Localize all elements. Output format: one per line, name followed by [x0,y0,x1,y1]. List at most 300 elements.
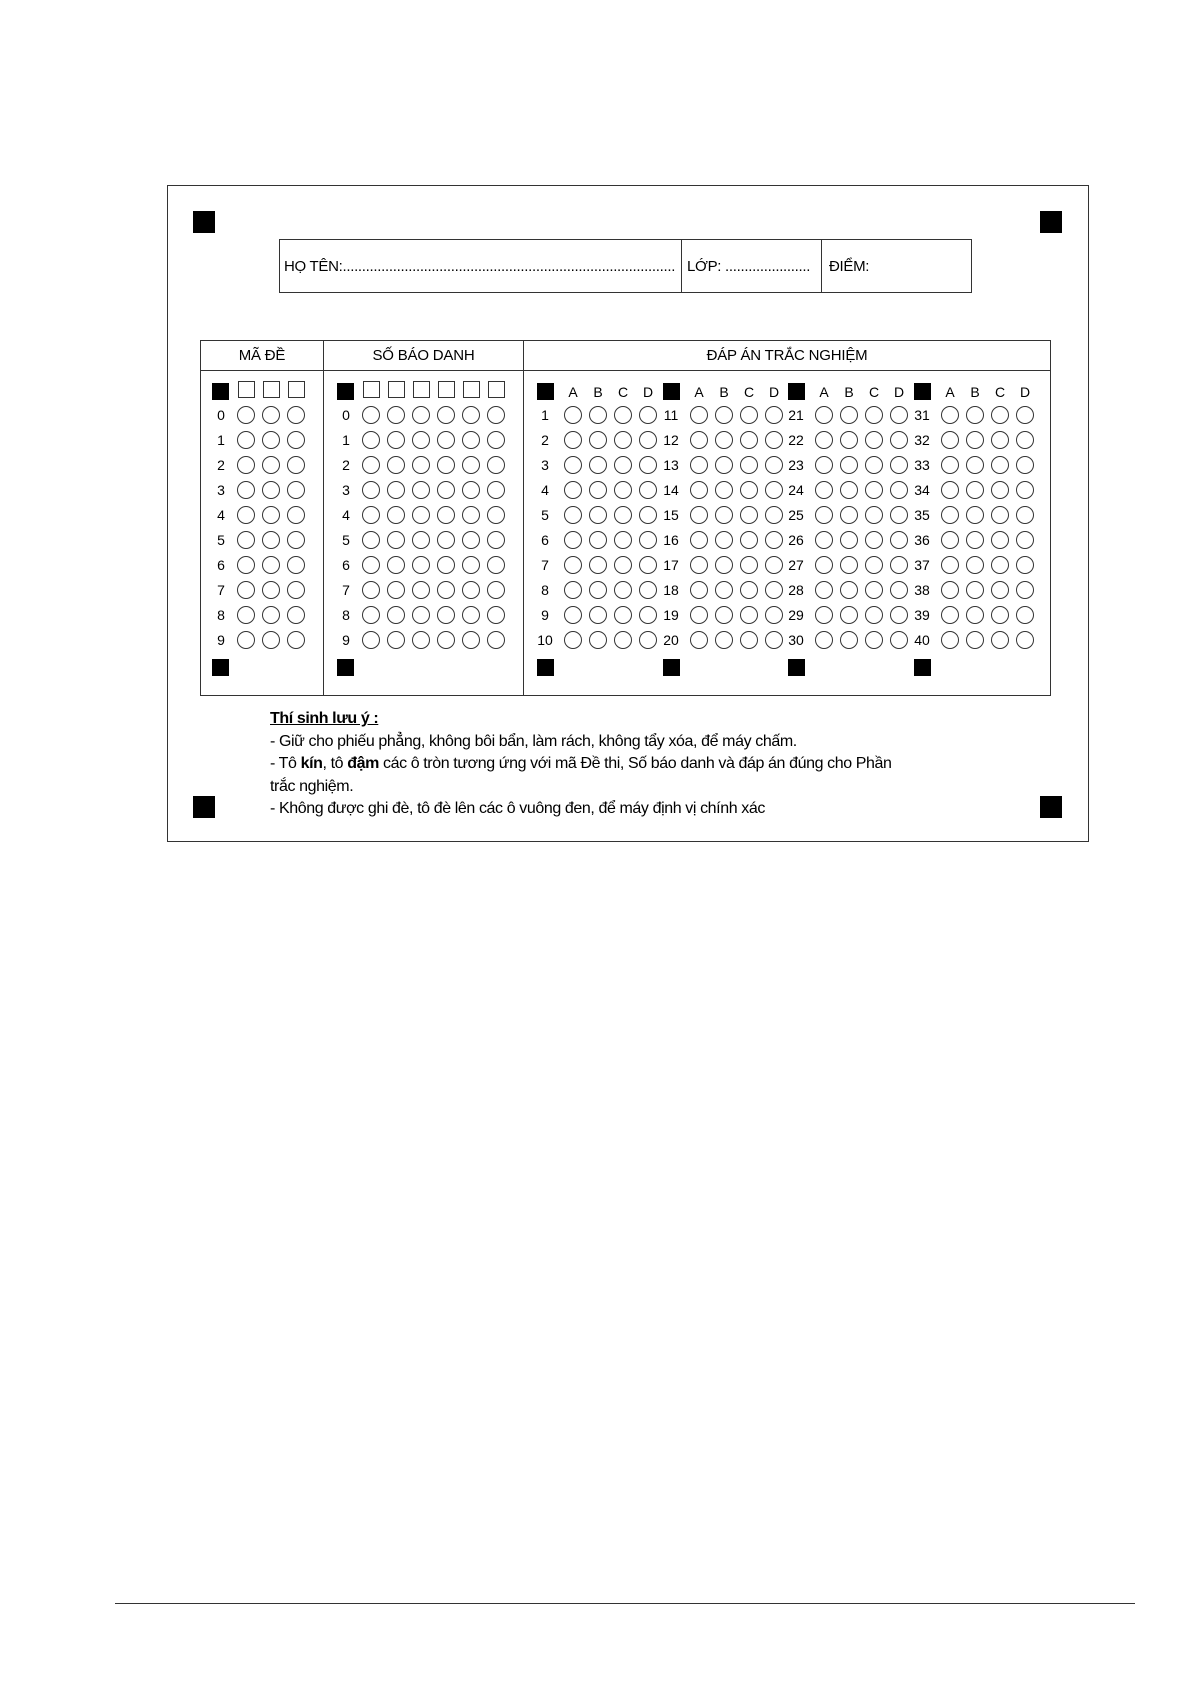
answer-bubble[interactable] [991,556,1009,574]
ma-de-bubble[interactable] [262,481,280,499]
answer-bubble[interactable] [765,481,783,499]
so-bao-danh-bubble[interactable] [462,581,480,599]
so-bao-danh-bubble[interactable] [387,506,405,524]
answer-bubble[interactable] [740,506,758,524]
so-bao-danh-bubble[interactable] [487,481,505,499]
ma-de-code-box[interactable] [288,381,305,398]
answer-bubble[interactable] [614,406,632,424]
so-bao-danh-bubble[interactable] [462,406,480,424]
question-number: 34 [914,482,930,498]
answer-bubble[interactable] [639,556,657,574]
so-bao-danh-bubble[interactable] [362,406,380,424]
answer-bubble[interactable] [589,606,607,624]
question-number: 17 [663,557,679,573]
so-bao-danh-bottom-marker [337,659,354,676]
answer-bubble[interactable] [966,431,984,449]
answer-option-header: B [844,384,854,400]
answer-bubble[interactable] [865,556,883,574]
ma-de-code-box[interactable] [263,381,280,398]
so-bao-danh-bubble[interactable] [487,631,505,649]
answer-option-header: B [593,384,603,400]
question-number: 26 [788,532,804,548]
so-bao-danh-bubble[interactable] [362,606,380,624]
so-bao-danh-bubble[interactable] [362,506,380,524]
answer-bubble[interactable] [890,606,908,624]
so-bao-danh-bubble[interactable] [487,506,505,524]
question-number: 35 [914,507,930,523]
so-bao-danh-bubble[interactable] [462,431,480,449]
answer-bubble[interactable] [890,456,908,474]
so-bao-danh-bubble[interactable] [412,406,430,424]
question-number: 27 [788,557,804,573]
instruction-line-4: - Không được ghi đè, tô đè lên các ô vuông đen, để máy định vị chính xác [270,800,765,817]
answer-bubble[interactable] [966,556,984,574]
corner-marker-bottom-left [193,796,215,818]
answer-bubble[interactable] [865,606,883,624]
answer-bubble[interactable] [715,431,733,449]
so-bao-danh-bubble[interactable] [462,506,480,524]
answer-bubble[interactable] [941,481,959,499]
ma-de-bubble[interactable] [237,431,255,449]
answer-bubble[interactable] [966,406,984,424]
so-bao-danh-bubble[interactable] [387,606,405,624]
answer-bubble[interactable] [1016,431,1034,449]
so-bao-danh-bubble[interactable] [412,581,430,599]
answer-bubble[interactable] [941,606,959,624]
answer-bubble[interactable] [765,631,783,649]
so-bao-danh-bubble[interactable] [437,431,455,449]
so-bao-danh-bubble[interactable] [462,631,480,649]
answer-bubble[interactable] [991,456,1009,474]
answer-bubble[interactable] [890,431,908,449]
answer-bubble[interactable] [740,606,758,624]
answer-bubble[interactable] [715,531,733,549]
answer-bubble[interactable] [690,581,708,599]
answer-option-header: C [743,384,755,400]
ma-de-bubble[interactable] [262,406,280,424]
answer-bubble[interactable] [639,456,657,474]
answer-bubble[interactable] [715,456,733,474]
answer-bubble[interactable] [840,606,858,624]
so-bao-danh-bubble[interactable] [387,581,405,599]
ma-de-bubble[interactable] [287,506,305,524]
corner-marker-bottom-right [1040,796,1062,818]
answer-bubble[interactable] [765,456,783,474]
answer-bubble[interactable] [740,581,758,599]
answer-bubble[interactable] [614,456,632,474]
answer-bubble[interactable] [614,531,632,549]
answer-bubble[interactable] [1016,456,1034,474]
answer-bubble[interactable] [765,606,783,624]
ma-de-bubble[interactable] [287,406,305,424]
answer-bubble[interactable] [941,531,959,549]
answer-bubble[interactable] [614,506,632,524]
ma-de-bubble[interactable] [237,456,255,474]
answer-bubble[interactable] [890,481,908,499]
answer-bubble[interactable] [941,431,959,449]
answer-bubble[interactable] [991,631,1009,649]
answer-bubble[interactable] [564,456,582,474]
answer-option-header: D [1019,384,1031,400]
so-bao-danh-bubble[interactable] [387,481,405,499]
question-number: 3 [541,457,549,473]
answer-bubble[interactable] [865,406,883,424]
question-number: 6 [541,532,549,548]
answer-bubble[interactable] [715,481,733,499]
answer-bubble[interactable] [690,531,708,549]
answer-bubble[interactable] [614,581,632,599]
score-field[interactable] [821,240,971,292]
answer-bubble[interactable] [564,406,582,424]
ma-de-bubble[interactable] [287,556,305,574]
answer-bubble[interactable] [589,481,607,499]
answer-bubble[interactable] [815,431,833,449]
ma-de-bubble[interactable] [262,531,280,549]
ma-de-bubble[interactable] [287,631,305,649]
answer-bubble[interactable] [564,481,582,499]
answer-bubble[interactable] [1016,606,1034,624]
answer-bubble[interactable] [1016,506,1034,524]
answer-bubble[interactable] [614,431,632,449]
question-number: 38 [914,582,930,598]
question-number: 11 [663,407,679,423]
ma-de-bottom-marker [212,659,229,676]
answer-bubble[interactable] [890,406,908,424]
answer-bubble[interactable] [740,406,758,424]
so-bao-danh-bubble[interactable] [387,406,405,424]
answer-bubble[interactable] [639,581,657,599]
answer-bubble[interactable] [589,406,607,424]
answer-bubble[interactable] [941,506,959,524]
answer-bubble[interactable] [991,531,1009,549]
so-bao-danh-bubble[interactable] [362,481,380,499]
answer-bubble[interactable] [890,531,908,549]
answer-bubble[interactable] [715,631,733,649]
so-bao-danh-bubble[interactable] [462,556,480,574]
answer-bubble[interactable] [690,631,708,649]
ma-de-bubble[interactable] [237,631,255,649]
ma-de-digit-label: 2 [217,457,225,473]
question-number: 23 [788,457,804,473]
answer-bubble[interactable] [564,631,582,649]
class-field[interactable] [681,240,821,292]
answer-bubble[interactable] [765,406,783,424]
so-bao-danh-bubble[interactable] [462,456,480,474]
answer-bubble[interactable] [815,531,833,549]
ma-de-bubble[interactable] [262,606,280,624]
so-bao-danh-bubble[interactable] [437,481,455,499]
answer-bubble[interactable] [639,506,657,524]
answer-bubble[interactable] [740,431,758,449]
answer-bubble[interactable] [639,606,657,624]
answer-bubble[interactable] [815,631,833,649]
answer-bubble[interactable] [614,631,632,649]
answer-bubble[interactable] [715,556,733,574]
answer-option-header: D [893,384,905,400]
answer-bubble[interactable] [815,481,833,499]
answer-bubble[interactable] [840,531,858,549]
answer-bubble[interactable] [890,631,908,649]
question-number: 10 [537,632,553,648]
answer-bubble[interactable] [815,556,833,574]
answer-bubble[interactable] [865,581,883,599]
answer-bubble[interactable] [589,431,607,449]
answer-bubble[interactable] [815,606,833,624]
ma-de-bubble[interactable] [262,431,280,449]
answer-bubble[interactable] [1016,481,1034,499]
ma-de-bubble[interactable] [262,556,280,574]
answer-bubble[interactable] [991,431,1009,449]
answer-bubble[interactable] [589,631,607,649]
answer-bubble[interactable] [991,581,1009,599]
answer-bubble[interactable] [740,556,758,574]
so-bao-danh-bubble[interactable] [487,581,505,599]
answer-bubble[interactable] [865,631,883,649]
answer-bubble[interactable] [639,406,657,424]
answer-bubble[interactable] [690,431,708,449]
answer-bubble[interactable] [564,581,582,599]
so-bao-danh-bubble[interactable] [362,556,380,574]
so-bao-danh-bubble[interactable] [437,456,455,474]
so-bao-danh-box[interactable] [388,381,405,398]
answer-bubble[interactable] [765,556,783,574]
answer-bubble[interactable] [815,406,833,424]
answer-bubble[interactable] [966,631,984,649]
so-bao-danh-bubble[interactable] [412,431,430,449]
ma-de-bubble[interactable] [237,581,255,599]
answer-bubble[interactable] [840,431,858,449]
so-bao-danh-bubble[interactable] [362,531,380,549]
answer-bubble[interactable] [765,431,783,449]
so-bao-danh-bubble[interactable] [412,456,430,474]
so-bao-danh-box[interactable] [413,381,430,398]
answer-bubble[interactable] [1016,631,1034,649]
answer-bubble[interactable] [966,581,984,599]
answer-bubble[interactable] [690,606,708,624]
ma-de-bubble[interactable] [262,456,280,474]
answer-bubble[interactable] [715,581,733,599]
answer-bubble[interactable] [690,506,708,524]
answer-bubble[interactable] [840,556,858,574]
answer-bubble[interactable] [941,556,959,574]
so-bao-danh-bubble[interactable] [387,556,405,574]
answer-bubble[interactable] [740,531,758,549]
answer-bubble[interactable] [966,481,984,499]
answer-bubble[interactable] [991,606,1009,624]
ma-de-bubble[interactable] [237,481,255,499]
ma-de-marker [212,383,229,400]
answer-bubble[interactable] [614,481,632,499]
answer-bubble[interactable] [865,506,883,524]
answer-bubble[interactable] [740,631,758,649]
answer-bubble[interactable] [715,606,733,624]
so-bao-danh-bubble[interactable] [387,456,405,474]
answer-bubble[interactable] [991,406,1009,424]
answer-bubble[interactable] [690,406,708,424]
answer-bubble[interactable] [614,556,632,574]
so-bao-danh-bubble[interactable] [437,631,455,649]
so-bao-danh-bubble[interactable] [487,606,505,624]
ma-de-bubble[interactable] [237,406,255,424]
ma-de-bubble[interactable] [287,456,305,474]
so-bao-danh-bubble[interactable] [487,431,505,449]
answer-bubble[interactable] [564,431,582,449]
so-bao-danh-digit-label: 0 [342,407,350,423]
ma-de-bubble[interactable] [262,631,280,649]
answer-bubble[interactable] [890,556,908,574]
answer-bubble[interactable] [690,556,708,574]
so-bao-danh-bubble[interactable] [487,406,505,424]
answer-bubble[interactable] [865,531,883,549]
answer-bubble[interactable] [840,456,858,474]
ma-de-bubble[interactable] [237,606,255,624]
ma-de-bubble[interactable] [287,481,305,499]
answer-bubble[interactable] [840,581,858,599]
so-bao-danh-bubble[interactable] [362,431,380,449]
answer-bubble[interactable] [840,631,858,649]
answer-option-header: B [719,384,729,400]
answer-column-marker [788,383,805,400]
answer-bubble[interactable] [840,481,858,499]
answer-bubble[interactable] [589,531,607,549]
answer-bubble[interactable] [639,531,657,549]
answer-bubble[interactable] [765,531,783,549]
so-bao-danh-bubble[interactable] [487,456,505,474]
ma-de-digit-label: 4 [217,507,225,523]
answer-bubble[interactable] [564,556,582,574]
answer-bubble[interactable] [941,406,959,424]
ma-de-bubble[interactable] [237,531,255,549]
answer-bubble[interactable] [715,506,733,524]
ma-de-bubble[interactable] [287,531,305,549]
answer-bubble[interactable] [815,506,833,524]
so-bao-danh-bubble[interactable] [387,631,405,649]
so-bao-danh-bubble[interactable] [437,531,455,549]
answer-bubble[interactable] [1016,531,1034,549]
question-number: 32 [914,432,930,448]
so-bao-danh-bubble[interactable] [387,431,405,449]
so-bao-danh-bubble[interactable] [412,631,430,649]
answer-bubble[interactable] [865,431,883,449]
answer-bubble[interactable] [639,631,657,649]
so-bao-danh-bubble[interactable] [412,606,430,624]
ma-de-bubble[interactable] [262,581,280,599]
so-bao-danh-bubble[interactable] [412,481,430,499]
answer-bubble[interactable] [966,456,984,474]
answer-bubble[interactable] [890,506,908,524]
so-bao-danh-digit-label: 6 [342,557,350,573]
answer-bubble[interactable] [765,506,783,524]
answer-bubble[interactable] [840,406,858,424]
answer-bubble[interactable] [639,431,657,449]
ma-de-digit-label: 6 [217,557,225,573]
answer-bubble[interactable] [564,506,582,524]
answer-bubble[interactable] [715,406,733,424]
so-bao-danh-bubble[interactable] [437,506,455,524]
answer-bubble[interactable] [589,456,607,474]
ma-de-digit-label: 3 [217,482,225,498]
answer-bubble[interactable] [690,456,708,474]
so-bao-danh-bubble[interactable] [437,606,455,624]
so-bao-danh-bubble[interactable] [462,481,480,499]
answer-bubble[interactable] [589,506,607,524]
answer-bubble[interactable] [690,481,708,499]
answer-bubble[interactable] [991,506,1009,524]
so-bao-danh-bubble[interactable] [437,406,455,424]
so-bao-danh-bubble[interactable] [362,581,380,599]
answer-bubble[interactable] [589,581,607,599]
ma-de-title: MÃ ĐỀ [201,341,323,371]
answer-bubble[interactable] [966,506,984,524]
question-number: 4 [541,482,549,498]
so-bao-danh-bubble[interactable] [387,531,405,549]
ma-de-bubble[interactable] [287,606,305,624]
answer-bubble[interactable] [564,606,582,624]
so-bao-danh-box[interactable] [438,381,455,398]
question-number: 13 [663,457,679,473]
ma-de-bubble[interactable] [237,506,255,524]
answer-bubble[interactable] [941,631,959,649]
so-bao-danh-bubble[interactable] [487,531,505,549]
answer-bubble[interactable] [740,456,758,474]
ma-de-bubble[interactable] [237,556,255,574]
answer-bubble[interactable] [991,481,1009,499]
answer-bubble[interactable] [815,581,833,599]
answer-bubble[interactable] [1016,581,1034,599]
so-bao-danh-box[interactable] [363,381,380,398]
answer-bubble[interactable] [639,481,657,499]
answer-bubble[interactable] [1016,406,1034,424]
answer-bubble[interactable] [966,531,984,549]
answer-bubble[interactable] [1016,556,1034,574]
answer-bubble[interactable] [865,456,883,474]
answer-bubble[interactable] [865,481,883,499]
so-bao-danh-bubble[interactable] [412,506,430,524]
ma-de-bubble[interactable] [287,581,305,599]
answer-bubble[interactable] [815,456,833,474]
name-field[interactable] [284,240,680,292]
so-bao-danh-bubble[interactable] [437,581,455,599]
answer-bubble[interactable] [966,606,984,624]
so-bao-danh-bubble[interactable] [437,556,455,574]
ma-de-code-box[interactable] [238,381,255,398]
answer-bubble[interactable] [589,556,607,574]
answer-bubble[interactable] [840,506,858,524]
so-bao-danh-bubble[interactable] [412,531,430,549]
answer-option-header: A [945,384,955,400]
so-bao-danh-bubble[interactable] [462,606,480,624]
so-bao-danh-bubble[interactable] [487,556,505,574]
ma-de-bubble[interactable] [262,506,280,524]
question-number: 8 [541,582,549,598]
answer-bubble[interactable] [941,581,959,599]
answer-bubble[interactable] [765,581,783,599]
instruction-line-2: - Tô kín, tô đậm các ô tròn tương ứng với mã Đề thi, Số báo danh và đáp án đúng cho Phần [270,755,892,772]
so-bao-danh-bubble[interactable] [362,631,380,649]
so-bao-danh-bubble[interactable] [412,556,430,574]
answer-bubble[interactable] [564,531,582,549]
answer-bubble[interactable] [614,606,632,624]
answer-bubble[interactable] [740,481,758,499]
so-bao-danh-box[interactable] [463,381,480,398]
so-bao-danh-bubble[interactable] [462,531,480,549]
ma-de-bubble[interactable] [287,431,305,449]
footer-rule [115,1603,1135,1604]
so-bao-danh-box[interactable] [488,381,505,398]
so-bao-danh-bubble[interactable] [362,456,380,474]
answer-bubble[interactable] [890,581,908,599]
answer-bubble[interactable] [941,456,959,474]
